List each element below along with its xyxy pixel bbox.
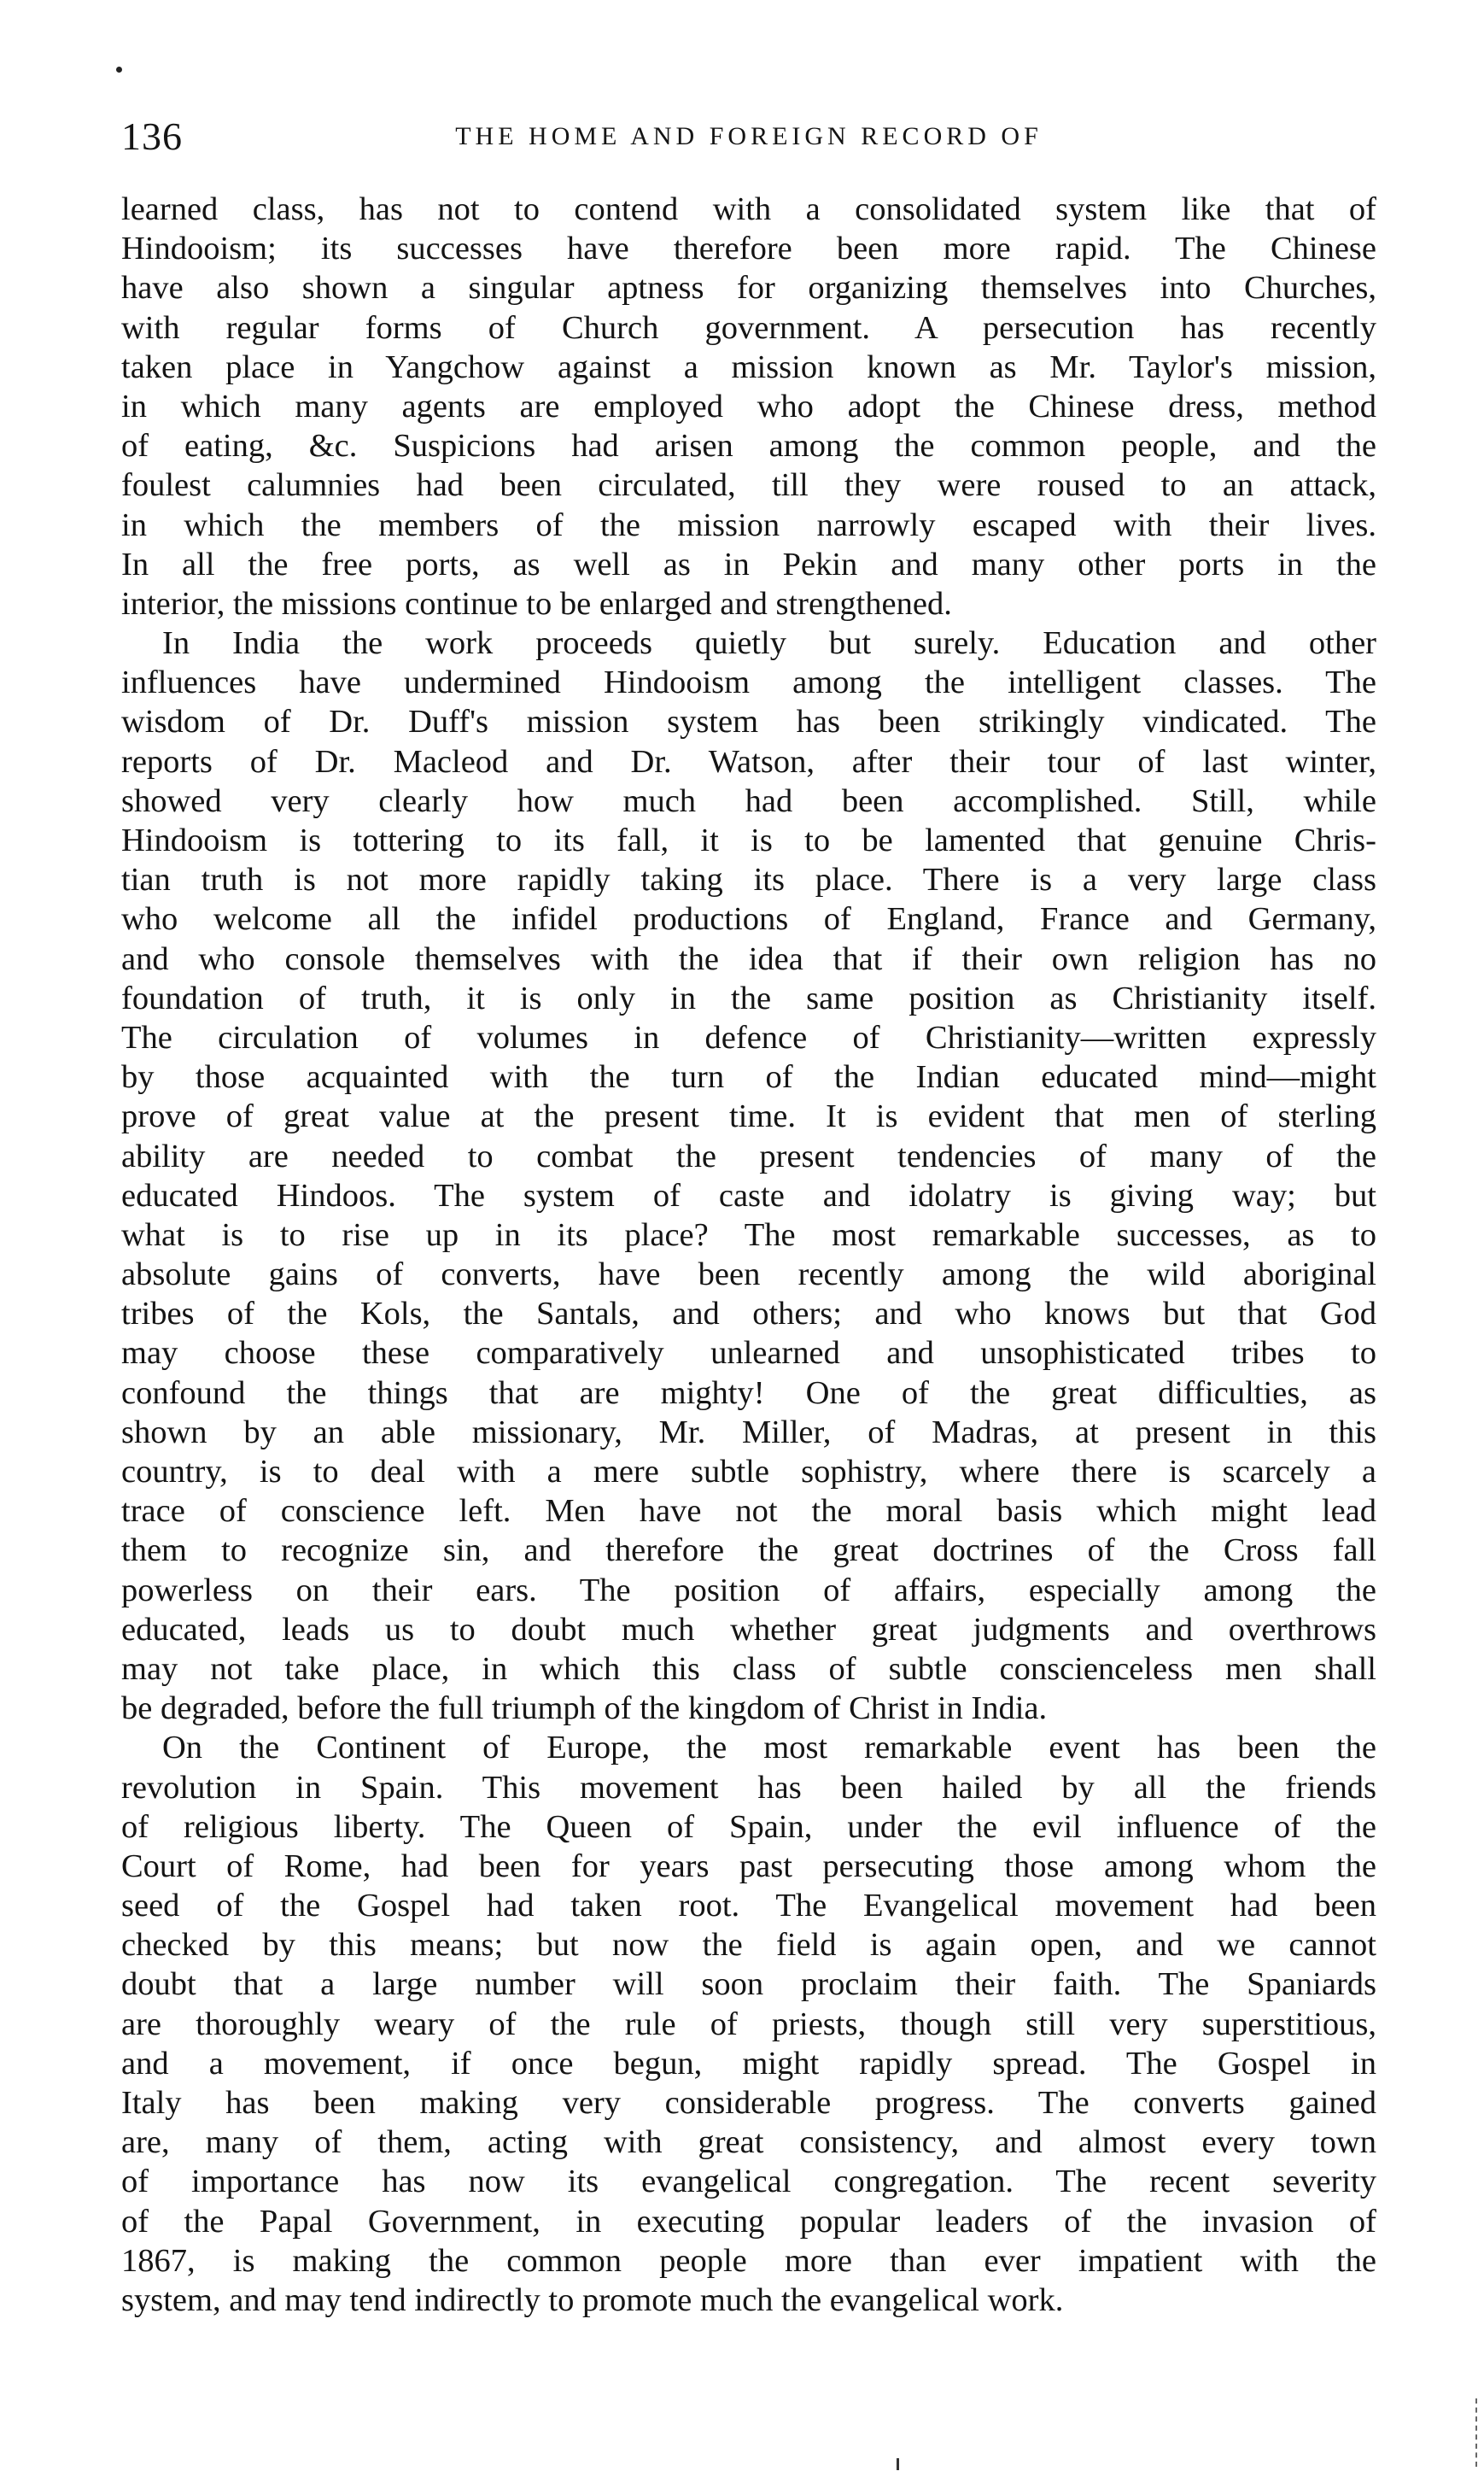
text-line: may choose these comparatively unlearned and unsophisticated tribes to <box>121 1335 1376 1372</box>
text-line: are thoroughly weary of the rule of priests, though still very superstitious, <box>121 2006 1376 2042</box>
text-line: reports of Dr. Macleod and Dr. Watson, after their tour of last winter, <box>121 743 1376 780</box>
text-line: of the Papal Government, in executing popular leaders of the invasion of <box>121 2203 1376 2240</box>
text-line: and who console themselves with the idea that if their own religion has no <box>121 940 1376 977</box>
text-line: wisdom of Dr. Duff's mission system has been strikingly vindicated. The <box>121 704 1376 741</box>
text-line: The circulation of volumes in defence of Christianity—written expressly <box>121 1019 1376 1056</box>
text-line: Court of Rome, had been for years past persecuting those among whom the <box>121 1848 1376 1884</box>
paragraph-europe <box>121 1728 1376 2320</box>
text-line: Italy has been making very considerable progress. The converts gained <box>121 2085 1376 2121</box>
text-line: of religious liberty. The Queen of Spain, under the evil influence of the <box>121 1808 1376 1845</box>
text-line: 1867, is making the common people more than ever impatient with the <box>121 2242 1376 2279</box>
text-line: Hindooism is tottering to its fall, it is to be lamented that genuine Chris- <box>121 823 1376 858</box>
text-line: taken place in Yangchow against a mission known as Mr. Taylor's mission, <box>121 348 1376 385</box>
page-number: 136 <box>121 114 183 158</box>
text-line: educated, leads us to doubt much whether great judgments and overthrows <box>121 1611 1376 1648</box>
body-text <box>121 190 1376 2320</box>
text-line: of importance has now its evangelical congregation. The recent severity <box>121 2164 1376 2200</box>
ink-tick-mark <box>897 2458 899 2470</box>
text-line: absolute gains of converts, have been recently among the wild aboriginal <box>121 1256 1376 1293</box>
text-line: of eating, &c. Suspicions had arisen among the common people, and the <box>121 428 1376 465</box>
text-line: trace of conscience left. Men have not the moral basis which might lead <box>121 1493 1376 1530</box>
text-line: learned class, has not to contend with a consolidated system like that of <box>121 191 1376 227</box>
text-line: ability are needed to combat the present tendencies of many of the <box>121 1138 1376 1174</box>
text-line: In all the free ports, as well as in Pekin and many other ports in the <box>121 546 1376 583</box>
text-line: prove of great value at the present time. It is evident that men of sterling <box>121 1098 1376 1135</box>
text-line: interior, the missions continue to be enlarged and strengthened. <box>121 585 952 622</box>
text-line: shown by an able missionary, Mr. Miller, of Madras, at present in this <box>121 1414 1376 1450</box>
text-line: tribes of the Kols, the Santals, and others; and who knows but that God <box>121 1296 1376 1332</box>
text-line: doubt that a large number will soon proclaim their faith. The Spaniards <box>121 1966 1376 2003</box>
text-line: system, and may tend indirectly to promote much the evangelical work. <box>121 2281 1064 2318</box>
ink-dot-mark <box>116 67 122 73</box>
text-line: checked by this means; but now the field is again open, and we cannot <box>121 1927 1376 1964</box>
text-line: Hindooism; its successes have therefore been more rapid. The Chinese <box>121 231 1376 267</box>
text-line: be degraded, before the full triumph of the kingdom of Christ in India. <box>121 1690 1048 1727</box>
text-line: influences have undermined Hindooism among the intelligent classes. The <box>121 665 1376 701</box>
text-line: in which many agents are employed who adopt the Chinese dress, method <box>121 388 1376 425</box>
text-line: them to recognize sin, and therefore the great doctrines of the Cross fall <box>121 1532 1376 1569</box>
text-line: country, is to deal with a mere subtle sophistry, where there is scarcely a <box>121 1454 1376 1490</box>
page-edge-mark <box>1475 2398 1481 2467</box>
text-line: showed very clearly how much had been accomplished. Still, while <box>121 782 1376 819</box>
text-line: confound the things that are mighty! One of the great difficulties, as <box>121 1374 1376 1411</box>
text-line: foundation of truth, it is only in the same position as Christianity itself. <box>121 980 1376 1016</box>
text-line: revolution in Spain. This movement has been hailed by all the friends <box>121 1769 1376 1806</box>
text-line: foulest calumnies had been circulated, till they were roused to an attack, <box>121 467 1376 504</box>
text-line: who welcome all the infidel productions of England, France and Germany, <box>121 901 1376 938</box>
text-line: powerless on their ears. The position of affairs, especially among the <box>121 1572 1376 1608</box>
text-line: in which the members of the mission narrowly escaped with their lives. <box>121 507 1376 543</box>
running-title: THE HOME AND FOREIGN RECORD OF <box>455 122 1043 150</box>
text-line: with regular forms of Church government. A persecution has recently <box>121 309 1376 346</box>
text-line: have also shown a singular aptness for organizing themselves into Churches, <box>121 270 1376 307</box>
paragraph-india <box>121 624 1376 1728</box>
text-line: educated Hindoos. The system of caste and idolatry is giving way; but <box>121 1177 1376 1214</box>
text-line: In India the work proceeds quietly but surely. Education and other <box>162 625 1376 662</box>
paragraph-china <box>121 190 1376 624</box>
text-line: are, many of them, acting with great consistency, and almost every town <box>121 2124 1376 2161</box>
text-line: and a movement, if once begun, might rapidly spread. The Gospel in <box>121 2045 1376 2082</box>
text-line: tian truth is not more rapidly taking its place. There is a very large class <box>121 862 1376 899</box>
text-line: what is to rise up in its place? The most remarkable successes, as to <box>121 1216 1376 1253</box>
text-line: by those acquainted with the turn of the Indian educated mind—might <box>121 1059 1376 1096</box>
text-line: may not take place, in which this class of subtle conscienceless men shall <box>121 1650 1376 1687</box>
text-line: On the Continent of Europe, the most remarkable event has been the <box>162 1730 1376 1766</box>
page-header <box>121 111 1376 162</box>
text-line: seed of the Gospel had taken root. The Evangelical movement had been <box>121 1888 1376 1924</box>
